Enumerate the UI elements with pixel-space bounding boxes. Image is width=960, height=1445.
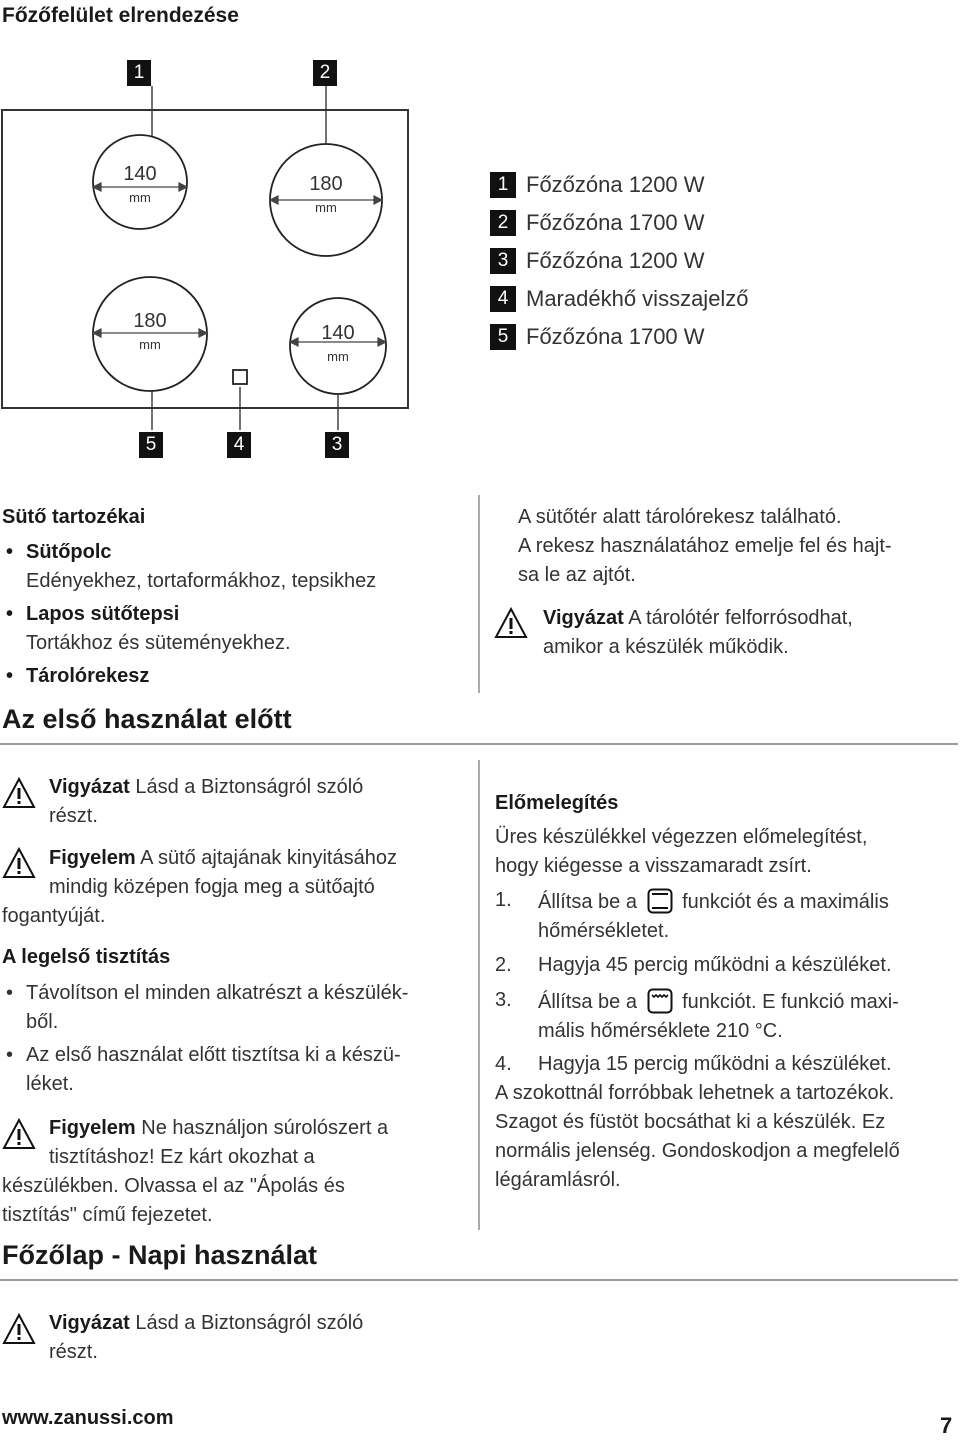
callout-5: 5 — [139, 432, 163, 458]
first-clean-title: A legelső tisztítás — [2, 946, 171, 968]
zone-3-size: 140 — [321, 322, 355, 344]
zone-2-unit: mm — [315, 200, 337, 215]
step-3 — [538, 988, 899, 1017]
legend-num: 4 — [490, 286, 516, 312]
step-1-pre: Állítsa be a — [538, 891, 637, 913]
legend-text: Főzőzóna 1700 W — [526, 324, 705, 349]
preheat-title: Előmelegítés — [495, 792, 619, 814]
step-4: Hagyja 15 percig működni a készüléket. — [538, 1053, 892, 1075]
column-divider-top — [478, 495, 480, 693]
zone-1-size: 140 — [123, 163, 157, 185]
legend-text: Főzőzóna 1200 W — [526, 172, 705, 197]
hob-daily-heading: Főzőlap - Napi használat — [2, 1240, 318, 1270]
clean-item-2-cont: léket. — [26, 1073, 74, 1095]
step-1 — [538, 888, 889, 917]
first-use-warning-2-cont: mindig középen fogja meg a sütőajtó — [49, 876, 375, 898]
first-use-warning-2 — [49, 844, 397, 873]
hob-warning-cont: részt. — [49, 1341, 98, 1363]
warning-text: A sütő ajtajának kinyitásához — [140, 847, 397, 869]
zone-3-unit: mm — [327, 349, 349, 364]
step-1-cont: hőmérsékletet. — [538, 920, 670, 942]
storage-text-2: A rekesz használatához emelje fel és hajt- — [518, 535, 892, 557]
warning-triangle-icon — [2, 776, 36, 810]
heading-rule — [0, 743, 958, 745]
first-use-heading: Az első használat előtt — [2, 704, 292, 734]
column-divider-mid — [478, 760, 480, 1230]
first-use-warning-1 — [49, 773, 363, 802]
callout-3: 3 — [325, 432, 349, 458]
zone-5-unit: mm — [139, 337, 161, 352]
first-use-warning-2-cont2: fogantyúját. — [2, 905, 106, 927]
warning-label: Vigyázat — [49, 1312, 130, 1334]
step-2-number: 2. — [495, 954, 512, 976]
warning-triangle-icon — [2, 846, 36, 880]
preheat-intro-2: hogy kiégesse a visszamaradt zsírt. — [495, 855, 812, 877]
step-4-number: 4. — [495, 1053, 512, 1075]
first-use-warning-1-cont: részt. — [49, 805, 98, 827]
legend-num: 3 — [490, 248, 516, 274]
warning-text: Lásd a Biztonságról szóló — [135, 776, 364, 798]
callout-4: 4 — [227, 432, 251, 458]
clean-item-1: • Távolítson el minden alkatrészt a készülék- — [26, 979, 408, 1008]
grill-icon — [647, 988, 673, 1014]
page-number: 7 — [940, 1413, 953, 1438]
step-3-post: funkciót. E funkció maxi- — [682, 991, 899, 1013]
warning-text: Ne használjon súrolószert a — [141, 1117, 389, 1139]
step-3-number: 3. — [495, 989, 512, 1011]
step-2: Hagyja 45 percig működni a készüléket. — [538, 954, 892, 976]
hob-warning — [49, 1309, 363, 1338]
accessory-item-tray: • Lapos sütőtepsi — [26, 600, 179, 629]
storage-warning-cont: amikor a készülék működik. — [543, 636, 789, 658]
first-use-warning-3-cont: tisztításhoz! Ez kárt okozhat a — [49, 1146, 315, 1168]
cooktop-title: Főzőfelület elrendezése — [2, 4, 239, 27]
accessory-item-shelf: • Sütőpolc — [26, 538, 112, 567]
first-use-warning-3 — [49, 1114, 388, 1143]
warning-text: Lásd a Biztonságról szóló — [135, 1312, 364, 1334]
legend-text: Főzőzóna 1200 W — [526, 248, 705, 273]
zone-2-size: 180 — [309, 173, 343, 195]
step-3-cont: mális hőmérséklete 210 °C. — [538, 1020, 783, 1042]
accessory-item-drawer: • Tárolórekesz — [26, 662, 149, 691]
warning-triangle-icon — [494, 606, 528, 640]
zone-5-size: 180 — [133, 310, 167, 332]
step-1-number: 1. — [495, 889, 512, 911]
legend-text: Maradékhő visszajelző — [526, 286, 749, 311]
callout-1: 1 — [127, 60, 151, 86]
accessories-title: Sütő tartozékai — [2, 506, 146, 528]
legend-text: Főzőzóna 1700 W — [526, 210, 705, 235]
legend-num: 2 — [490, 210, 516, 236]
first-use-warning-3-cont2: készülékben. Olvassa el az "Ápolás és — [2, 1175, 345, 1197]
preheat-outro-3: normális jelenség. Gondoskodjon a megfelelő — [495, 1140, 900, 1162]
accessory-desc-shelf: Edényekhez, tortaformákhoz, tepsikhez — [26, 570, 377, 592]
step-1-post: funkciót és a maximális — [682, 891, 889, 913]
warning-label: Vigyázat — [543, 607, 624, 629]
step-3-pre: Állítsa be a — [538, 991, 637, 1013]
warning-label: Figyelem — [49, 847, 136, 869]
warning-triangle-icon — [2, 1312, 36, 1346]
clean-item-2: • Az első használat előtt tisztítsa ki a készü- — [26, 1041, 401, 1070]
clean-item-1-cont: ből. — [26, 1011, 59, 1033]
warning-label: Vigyázat — [49, 776, 130, 798]
cooktop-diagram — [0, 40, 480, 480]
preheat-outro-1: A szokottnál forróbbak lehetnek a tartozékok. — [495, 1082, 895, 1104]
preheat-outro-2: Szagot és füstöt bocsáthat ki a készülék. Ez — [495, 1111, 886, 1133]
accessory-desc-tray: Tortákhoz és süteményekhez. — [26, 632, 291, 654]
storage-text-3: sa le az ajtót. — [518, 564, 636, 586]
conventional-heat-icon — [647, 888, 673, 914]
callout-2: 2 — [313, 60, 337, 86]
warning-label: Figyelem — [49, 1117, 136, 1139]
warning-triangle-icon — [2, 1117, 36, 1151]
footer-url-link[interactable]: www.zanussi.com — [2, 1407, 174, 1429]
heading-rule — [0, 1279, 958, 1281]
legend-num: 5 — [490, 324, 516, 350]
preheat-outro-4: légáramlásról. — [495, 1169, 621, 1191]
preheat-intro-1: Üres készülékkel végezzen előmelegítést, — [495, 826, 868, 848]
warning-text: A tárolótér felforrósodhat, — [628, 607, 853, 629]
legend-num: 1 — [490, 172, 516, 198]
zone-1-unit: mm — [129, 190, 151, 205]
storage-text-1: A sütőtér alatt tárolórekesz található. — [518, 506, 842, 528]
first-use-warning-3-cont3: tisztítás" című fejezetet. — [2, 1204, 213, 1226]
storage-warning — [543, 604, 853, 633]
